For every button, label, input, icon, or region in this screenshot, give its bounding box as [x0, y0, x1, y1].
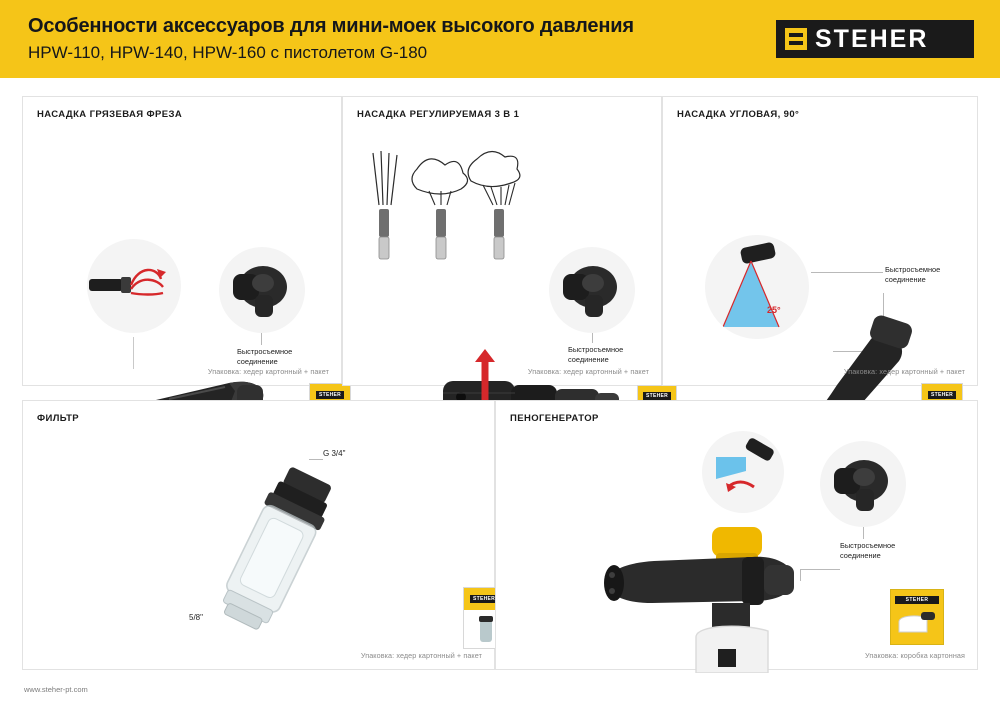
spray-adjust-icon — [702, 431, 784, 513]
panel-title: ФИЛЬТР — [37, 413, 80, 424]
quick-connect-coupler-icon — [219, 247, 305, 333]
quick-connect-callout: Быстросъемное соединение — [237, 347, 293, 366]
page-header — [0, 0, 1000, 78]
panel-title: НАСАДКА РЕГУЛИРУЕМАЯ 3 В 1 — [357, 109, 520, 120]
packaging-note: Упаковка: хедер картонный + пакет — [207, 367, 329, 376]
panel-title: НАСАДКА УГЛОВАЯ, 90° — [677, 109, 800, 120]
panel-title: НАСАДКА ГРЯЗЕВАЯ ФРЕЗА — [37, 109, 183, 120]
package-logo-text: STEHER — [643, 392, 671, 400]
spray-adjust-circle — [702, 431, 784, 513]
panel-filter — [22, 400, 495, 670]
package-product-thumb — [891, 604, 943, 636]
quick-connect-callout: Быстросъемное соединение — [840, 541, 896, 560]
brand-logo-text: STEHER — [815, 24, 929, 53]
footer-website-url: www.steher-pt.com — [24, 685, 88, 694]
quick-connect-coupler-icon — [549, 247, 635, 333]
leader-line — [811, 272, 883, 273]
quick-connect-coupler-icon — [820, 441, 906, 527]
package-logo-text: STEHER — [895, 596, 939, 604]
quick-connect-callout: Быстросъемное соединение — [568, 345, 624, 364]
panel-adjustable-3in1-nozzle — [342, 96, 669, 400]
panel-dirt-milling-nozzle — [22, 96, 342, 398]
leader-line — [592, 333, 593, 343]
spray-modes-icons — [357, 143, 527, 273]
quick-connect-callout: Быстросъемное соединение — [885, 265, 941, 284]
foam-generator-product — [592, 513, 812, 673]
quick-connect-circle — [549, 247, 635, 333]
thread-top-label: G 3/4" — [323, 449, 346, 458]
filter-product — [193, 463, 353, 643]
panel-angle-nozzle — [662, 96, 978, 398]
spray-mode-shower-icon — [468, 151, 520, 259]
packaging-note: Упаковка: хедер картонный + пакет — [843, 367, 965, 376]
header-text-block — [0, 13, 634, 65]
panel-title: ПЕНОГЕНЕРАТОР — [510, 413, 599, 424]
rotating-jet-icon — [87, 239, 181, 333]
thread-bottom-label: 5/8" — [189, 613, 203, 622]
package-logo-text: STEHER — [470, 595, 498, 603]
packaging-note: Упаковка: хедер картонный + пакет — [527, 367, 649, 376]
package-logo-text: STEHER — [316, 391, 344, 399]
package-logo-text: STEHER — [928, 391, 956, 399]
panel-foam-generator — [495, 400, 978, 670]
spray-mode-jet-icon — [373, 151, 397, 259]
package-carton-box — [890, 589, 944, 645]
leader-line — [863, 527, 864, 539]
leader-line — [261, 333, 262, 345]
brand-logo — [776, 20, 974, 58]
steher-square-icon — [785, 28, 807, 50]
spray-angle-value: 25° — [767, 305, 781, 315]
spray-mode-fan-icon — [412, 159, 468, 259]
quick-connect-circle — [219, 247, 305, 333]
quick-connect-circle — [820, 441, 906, 527]
rotating-jet-detail-circle — [87, 239, 181, 333]
packaging-note: Упаковка: хедер картонный + пакет — [360, 651, 482, 660]
leader-line — [309, 459, 323, 460]
page-subtitle: HPW-110, HPW-140, HPW-160 с пистолетом G-180 — [28, 43, 428, 62]
packaging-note: Упаковка: коробка картонная — [865, 651, 965, 660]
page-title: Особенности аксессуаров для мини-моек высокого давления — [28, 15, 634, 37]
